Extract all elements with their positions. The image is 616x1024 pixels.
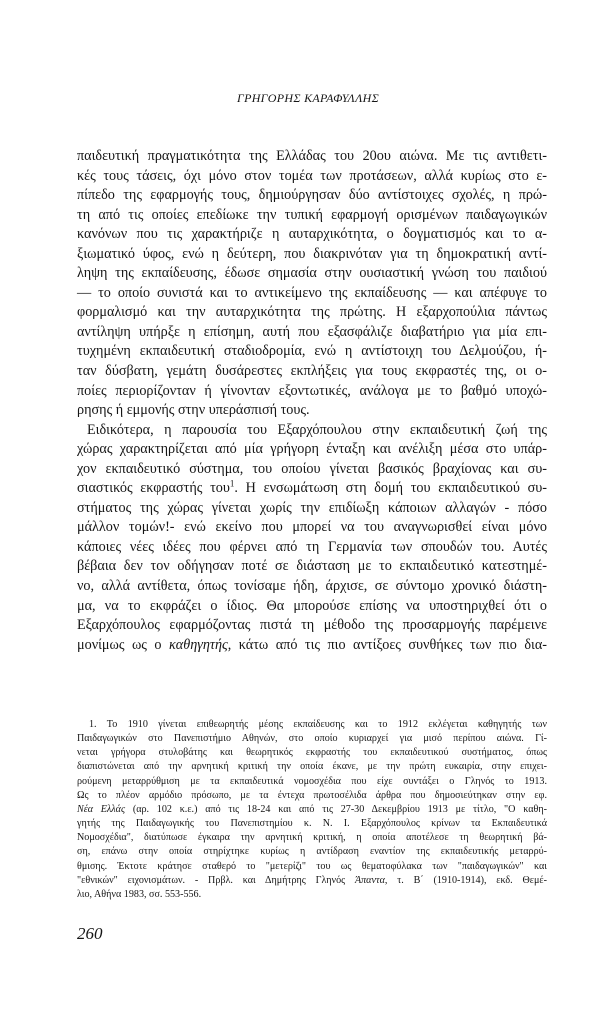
text-fragment: "εθνικών" ειχονισμάτων. - Πρβλ. και Δημήτρης Γληνός	[77, 874, 355, 886]
text-line: Εξαρχόπουλος εφαρμόζοντας πιστά τη μέθοδο της προσαρμογής παρέμεινε	[77, 617, 547, 634]
text-fragment: , κάτω από τις πιο αντίξοες συνθήκες των πιο δια-	[227, 636, 547, 653]
footnote-line: Νομοσχέδια", διατύπωσε έγκαιρα την αρνητική κριτική, η οποία αποτέλεσε τη θεωρητική βά-	[77, 832, 547, 844]
footnote-line: θμισης. Έκτοτε κράτησε σταθερό το "μετερίζι" του ως θεματοφύλακα των "παιδαγωγικών" και	[77, 860, 547, 872]
footnote-line: διαπιστώνεται από την αρνητική κριτική την οποία έκανε, με την πρώτη ευκαιρία, στην επιχει-	[77, 761, 547, 773]
italic-title: Νέα Ελλάς	[77, 803, 126, 815]
text-line: νο, αλλά αντίθετα, όπως τονίσαμε ήδη, άρχισε, σε σύντομο χρονικό διάστη-	[77, 578, 547, 595]
text-fragment: , τ. Β΄ (1910-1914), εκδ. Θεμέ-	[384, 874, 547, 886]
text-fragment: . Η ενσωμάτωση στη δομή του εκπαιδευτικού συ-	[234, 480, 547, 497]
footnote-line: Ως το πλέον αρμόδιο πρόσωπο, με τα έντεχα πρωτοσέλιδα άρθρα που δημοσιεύτηκαν στην εφ.	[77, 789, 547, 801]
text-line: τυχημένη εκπαιδευτική σταδιοδρομία, ενώ η αντίστοιχη του Δελμούζου, ή-	[77, 343, 547, 360]
text-line: ταν δύσβατη, γεμάτη δυσάρεστες εκπλήξεις για τους εκφραστές της, οι ο-	[77, 363, 547, 380]
text-line: ξιωματικό ύφος, ενώ η δεύτερη, που διακρινόταν για τη δημοκρατική αντί-	[77, 245, 547, 262]
footnote-line: λιο, Αθήνα 1983, σσ. 553-556.	[77, 888, 202, 900]
footnote-line: 1. Το 1910 γίνεται επιθεωρητής μέσης εκπαίδευσης και το 1912 εκλέγεται καθηγητής των	[89, 719, 547, 730]
text-line: χώρας χαρακτηρίζεται από μία γρήγορη ένταξη και ανέλιξη μέσα στο υπάρ-	[77, 441, 547, 458]
text-line-with-footnote	[77, 479, 547, 499]
text-fragment: σιαστικός εκφραστής του	[77, 480, 230, 497]
footnote-line: γητής της Παιδαγωγικής του Πανεπιστημίου κ. Ν. Ι. Εξαρχόπουλος κρίνων τα Εκπαιδευτικά	[77, 818, 547, 830]
footnote-line: ση, επάνω στην οποία στηρίχτηκε κυρίως η αντίδραση εναντίον της εκπαιδευτικής μεταρρύ-	[77, 846, 547, 858]
text-line: αντίληψη υπήρξε η επίσημη, αυτή που εξασφάλιζε διαβατήριο για μία επι-	[77, 323, 547, 340]
running-header: ΓΡΗΓΟΡΗΣ ΚΑΡΑΦΥΛΛΗΣ	[236, 91, 380, 105]
text-fragment: μονίμως ως ο	[77, 636, 169, 653]
text-line: πίπεδο της εφαρμογής τους, δημιούργησαν δύο αντίστοιχες σχολές, η πρώ-	[77, 187, 547, 204]
text-line: κανόνων που τις χαρακτήριζε η αυταρχικότητα, ο δογματισμός και το α-	[77, 226, 547, 243]
text-line: ρησης ή εμμονής στην υπεράσπισή τους.	[77, 402, 310, 419]
italic-term: καθηγητής	[168, 636, 228, 653]
text-line: κές τους τάσεις, όχι μόνο στον τομέα των προτάσεων, αλλά κυρίως στο ε-	[77, 167, 547, 184]
text-line: χον εκπαιδευτικό σύστημα, του οποίου γίνεται βασικός βραχίονας και συ-	[77, 460, 547, 477]
footnote-line: νεται γρήγορα στυλοβάτης και θεωρητικός εκφραστής του εκπαιδευτικού συστήματος, όπως	[77, 747, 547, 759]
footnote-block	[77, 718, 547, 902]
footnote-line: ρούμενη μεταρρύθμιση με τα εκπαιδευτικά νομοσχέδια που είχε συντάξει ο Γληνός το 1913.	[77, 775, 547, 787]
main-text	[77, 147, 547, 655]
text-line: — το οποίο συνιστά και το αντικείμενο της εκπαίδευσης — και απέφυγε το	[77, 284, 547, 301]
text-line	[77, 636, 547, 656]
text-line: φορμαλισμό και την αυταρχικότητα της πρώτης. Η εξαρχοπούλια πάντως	[77, 304, 547, 321]
text-line: ληψη της εκπαίδευσης, έδωσε σημασία στην ουσιαστική γνώση του παιδιού	[77, 265, 547, 282]
page-number: 260	[77, 924, 103, 943]
text-line: Ειδικότερα, η παρουσία του Εξαρχόπουλου στην εκπαιδευτική ζωή της	[87, 421, 547, 438]
text-line: κάποιες νέες ιδέες που φέρνει από τη Γερμανία των σπουδών του. Αυτές	[77, 538, 547, 555]
text-line: μάλλον τομών!- ενώ εκείνο που μπορεί να του αναγνωρισθεί είναι μόνο	[77, 519, 547, 536]
italic-title: Άπαντα	[354, 874, 385, 886]
text-line: ποίες περιορίζονταν ή γίνονταν εξοντωτικές, ανάλογα με το βαθμό υποχώ-	[77, 382, 547, 399]
text-line: στήματος της χώρας γίνεται χωρίς την επιδίωξη κάποιων αλλαγών - πόσο	[77, 499, 547, 516]
footnote-ref: 1	[229, 478, 235, 489]
footnote-line	[77, 803, 547, 817]
text-line: παιδευτική πραγματικότητα της Ελλάδας του 20ου αιώνα. Με τις αντιθετι-	[77, 148, 547, 164]
text-fragment: (αρ. 102 κ.ε.) από τις 18-24 και από τις 27-30 Δεκεμβρίου 1913 με τίτλο, "Ο καθη-	[125, 803, 547, 815]
text-line: μα, να το εκφράζει ο ίδιος. Θα μπορούσε επίσης να υποστηριχθεί ότι ο	[77, 597, 547, 614]
footnote-line	[77, 874, 547, 888]
footnote-line: Παιδαγωγικών στο Πανεπιστήμιο Αθηνών, στο οποίο κυριαρχεί για μισό περίπου αιώνα. Γί-	[77, 733, 547, 745]
text-line: βέβαια δεν τον οδήγησαν ποτέ σε διάσταση με το εκπαιδευτικό κατεστημέ-	[77, 558, 547, 575]
text-line: τη από τις οποίες επεδίωκε την τυπική εφαρμογή ορισμένων παιδαγωγικών	[77, 206, 547, 223]
